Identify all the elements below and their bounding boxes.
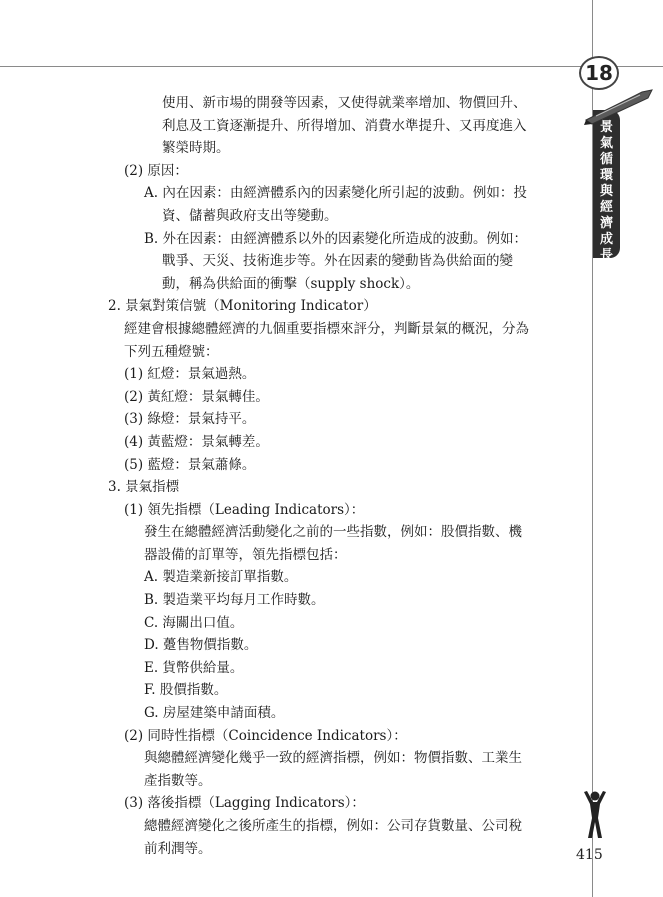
header-rule: [0, 66, 663, 67]
chapter-number: 18: [585, 61, 613, 85]
pen-icon: [582, 86, 656, 126]
body-line: B. 製造業平均每月工作時數。: [144, 592, 325, 609]
body-line: 資、儲蓄與政府支出等變動。: [162, 207, 338, 224]
body-line: 發生在總體經濟活動變化之前的一些指數，例如：股價指數、機: [144, 524, 522, 541]
body-line: 器設備的訂單等，領先指標包括：: [144, 546, 347, 563]
body-line: 總體經濟變化之後所產生的指標，例如：公司存貨數量、公司稅: [144, 818, 522, 834]
body-line: 戰爭、天災、技術進步等。外在因素的變動皆為供給面的變: [162, 253, 513, 270]
page-body: [108, 92, 570, 860]
body-line: 3. 景氣指標: [108, 479, 180, 496]
body-line: 產指數等。: [144, 772, 212, 789]
body-line: 使用、新市場的開發等因素，又使得就業率增加、物價回升、: [162, 95, 527, 111]
chapter-title: 景 氣 循 環 與 經 濟 成 長: [599, 120, 613, 263]
body-line: 下列五種燈號：: [124, 343, 219, 360]
body-line: 2. 景氣對策信號（Monitoring Indicator）: [108, 298, 377, 315]
body-line: 繁榮時期。: [162, 140, 230, 157]
standing-figure-icon: [582, 790, 608, 840]
chapter-number-badge: [579, 56, 619, 90]
body-line: 經建會根據總體經濟的九個重要指標來評分，判斷景氣的概況，分為: [124, 320, 529, 337]
body-line: D. 躉售物價指數。: [144, 637, 258, 654]
body-line: (3) 綠燈：景氣持平。: [124, 411, 256, 428]
body-line: 利息及工資逐漸提升、所得增加、消費水準提升、又再度進入: [162, 117, 527, 134]
body-line: (5) 藍燈：景氣蕭條。: [124, 456, 256, 473]
body-line: 前利潤等。: [144, 840, 212, 857]
body-line: A. 製造業新接訂單指數。: [144, 569, 298, 586]
body-line: (1) 領先指標（Leading Indicators）：: [124, 501, 365, 518]
body-line: A. 內在因素：由經濟體系內的因素變化所引起的波動。例如：投: [144, 185, 527, 202]
body-line: C. 海關出口值。: [144, 614, 244, 631]
page-number: 415: [576, 847, 603, 863]
body-line: (2) 原因：: [124, 162, 188, 179]
body-line: F. 股價指數。: [144, 682, 228, 699]
body-line: G. 房屋建築申請面積。: [144, 705, 285, 722]
body-line: E. 貨幣供給量。: [144, 659, 244, 676]
body-line: 與總體經濟變化幾乎一致的經濟指標，例如：物價指數、工業生: [144, 750, 522, 767]
body-line: (1) 紅燈：景氣過熱。: [124, 366, 256, 383]
body-line: (3) 落後指標（Lagging Indicators）：: [124, 795, 365, 812]
body-line: (2) 同時性指標（Coincidence Indicators）：: [124, 727, 407, 744]
body-line: (2) 黃紅燈：景氣轉佳。: [124, 388, 269, 405]
body-line: (4) 黃藍燈：景氣轉差。: [124, 433, 269, 450]
chapter-side-tab: [593, 110, 620, 263]
body-line: 動，稱為供給面的衝擊（supply shock）。: [162, 275, 420, 292]
body-line: B. 外在因素：由經濟體系以外的因素變化所造成的波動。例如：: [144, 230, 528, 247]
